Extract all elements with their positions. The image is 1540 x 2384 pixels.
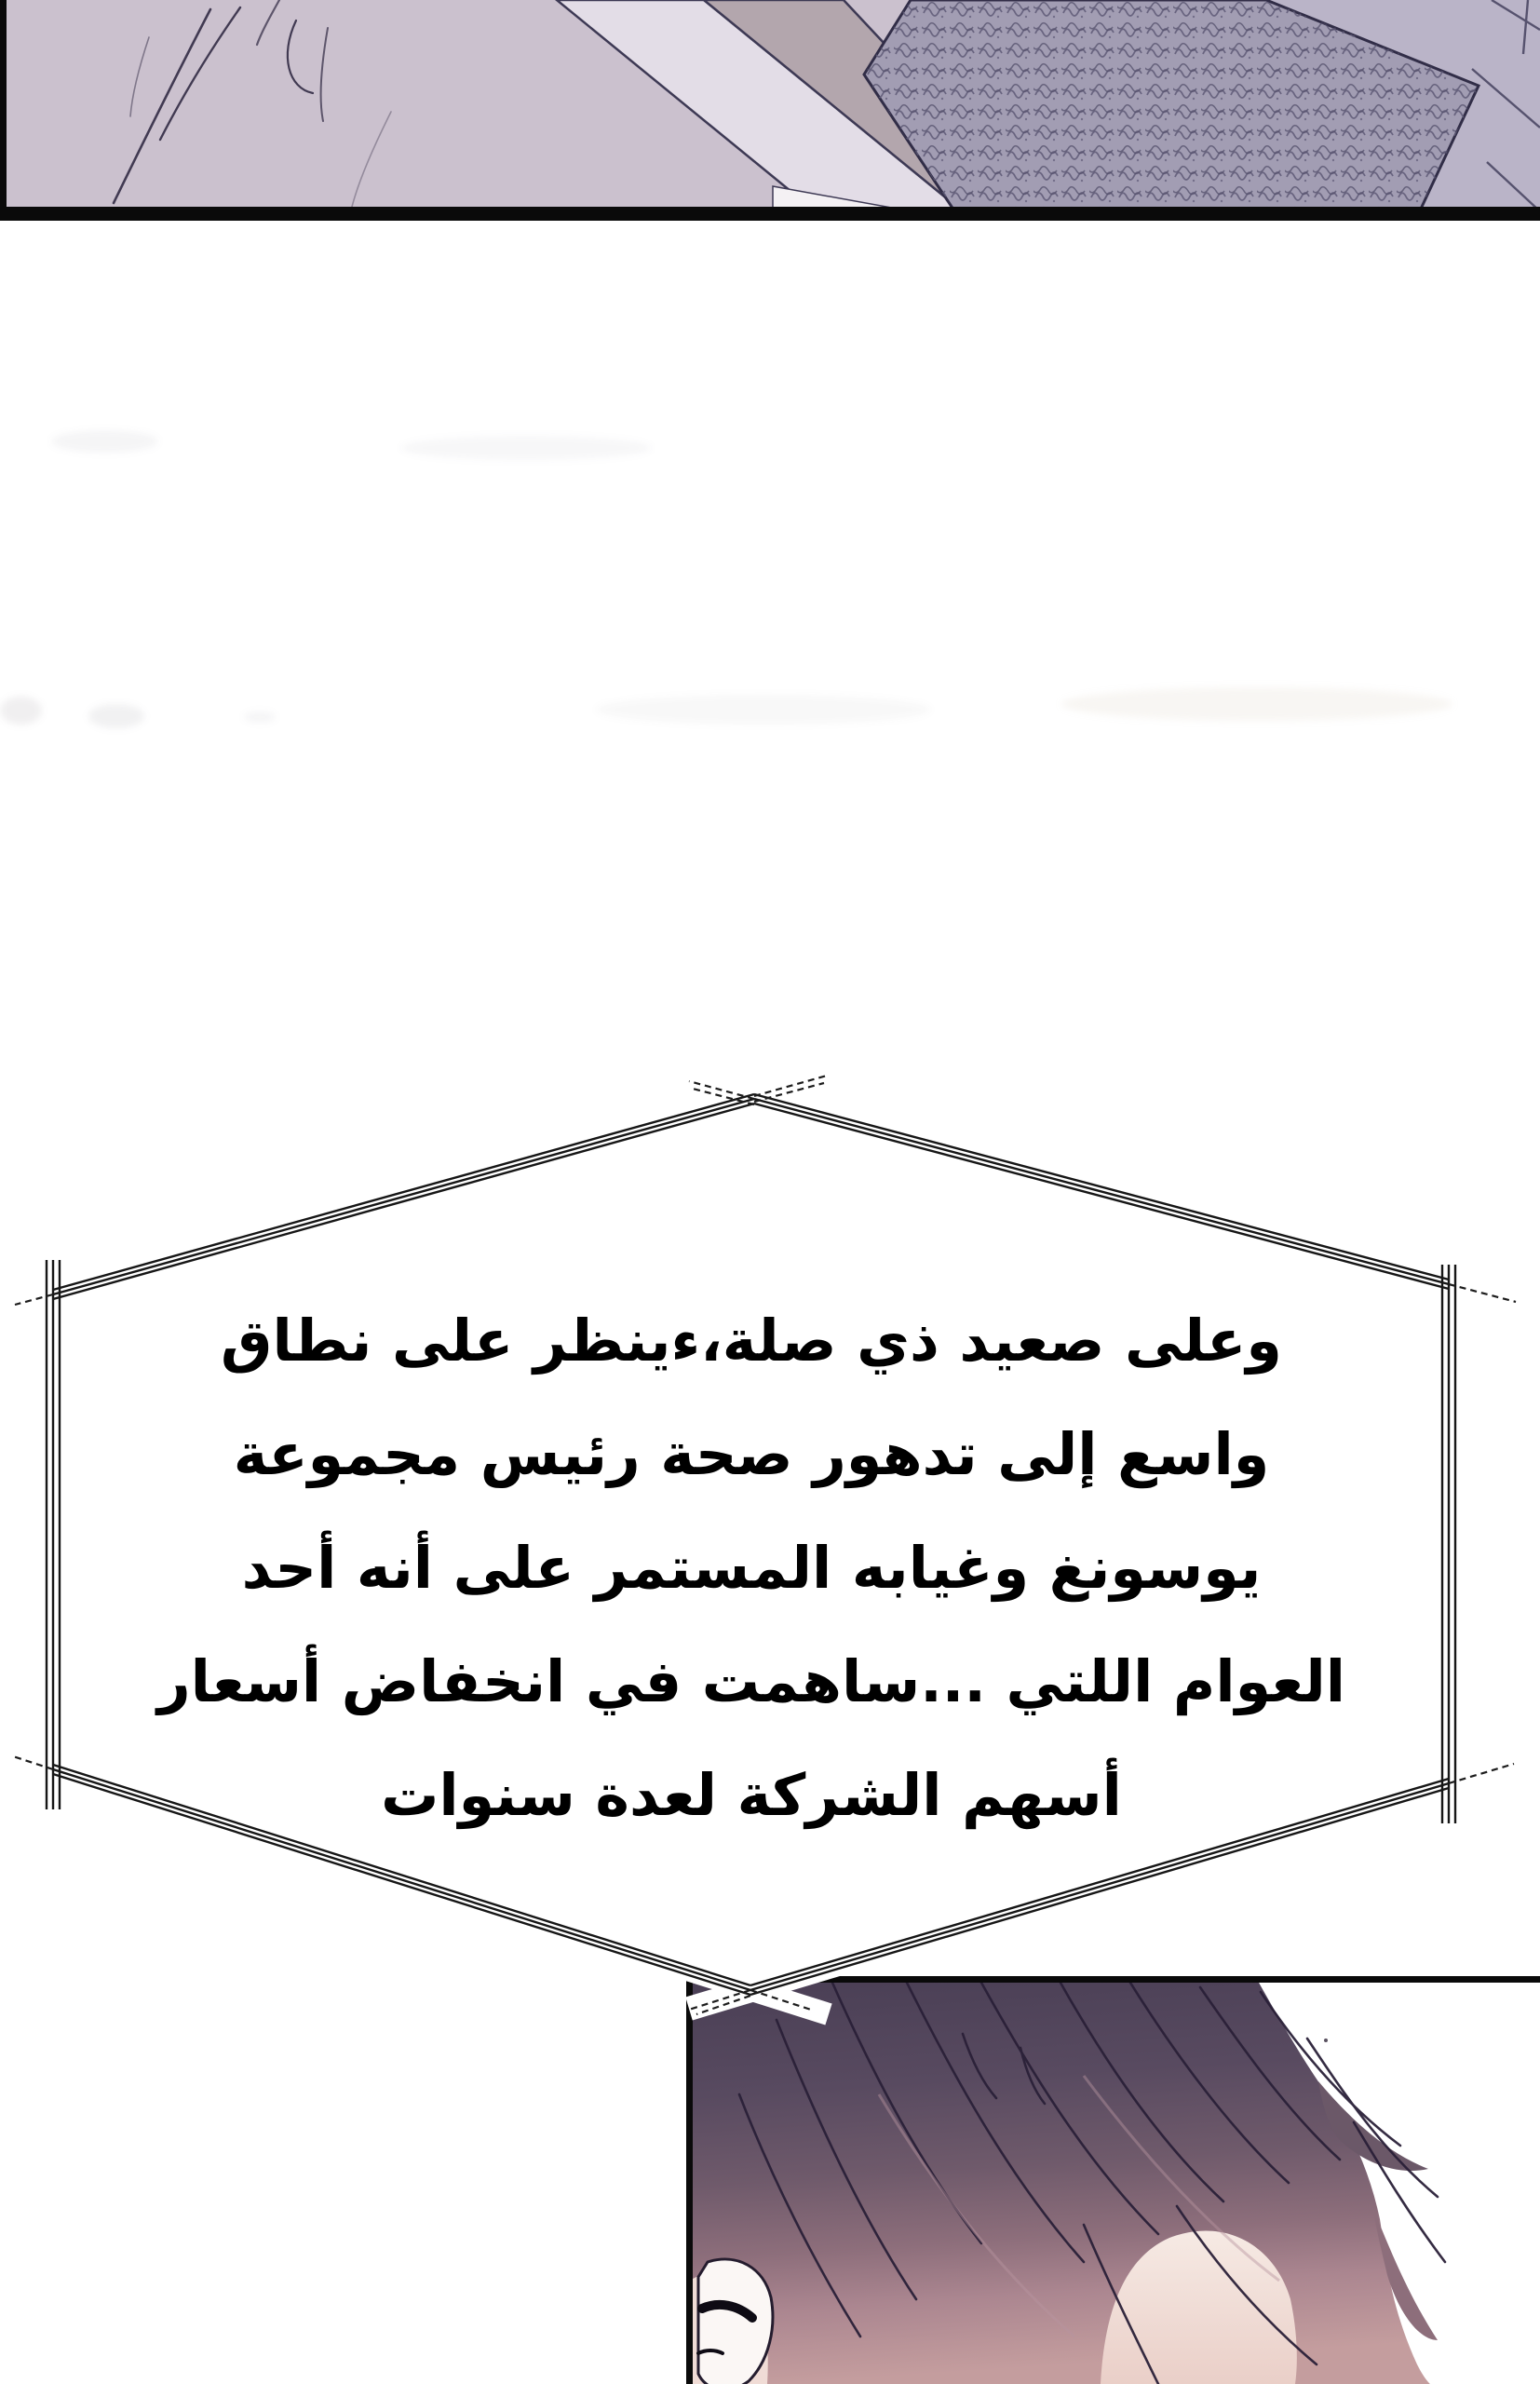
narration-line-4: العوام اللتي ...ساهمت في انخفاض أسعار	[156, 1647, 1346, 1715]
hexagon-corner-dashes	[13, 1076, 1516, 2014]
narration-line-1: وعلى صعيد ذي صلة،ءينظر على نطاق	[221, 1307, 1282, 1375]
narration-line-2: واسع إلى تدهور صحة رئيس مجموعة	[233, 1420, 1270, 1488]
narration-line-5: أسهم الشركة لعدة سنوات	[381, 1761, 1122, 1829]
hexagon-edges	[47, 1094, 1455, 1995]
narration-line-3: يوسونغ وغيابه المستمر على أنه أحد	[241, 1534, 1262, 1602]
